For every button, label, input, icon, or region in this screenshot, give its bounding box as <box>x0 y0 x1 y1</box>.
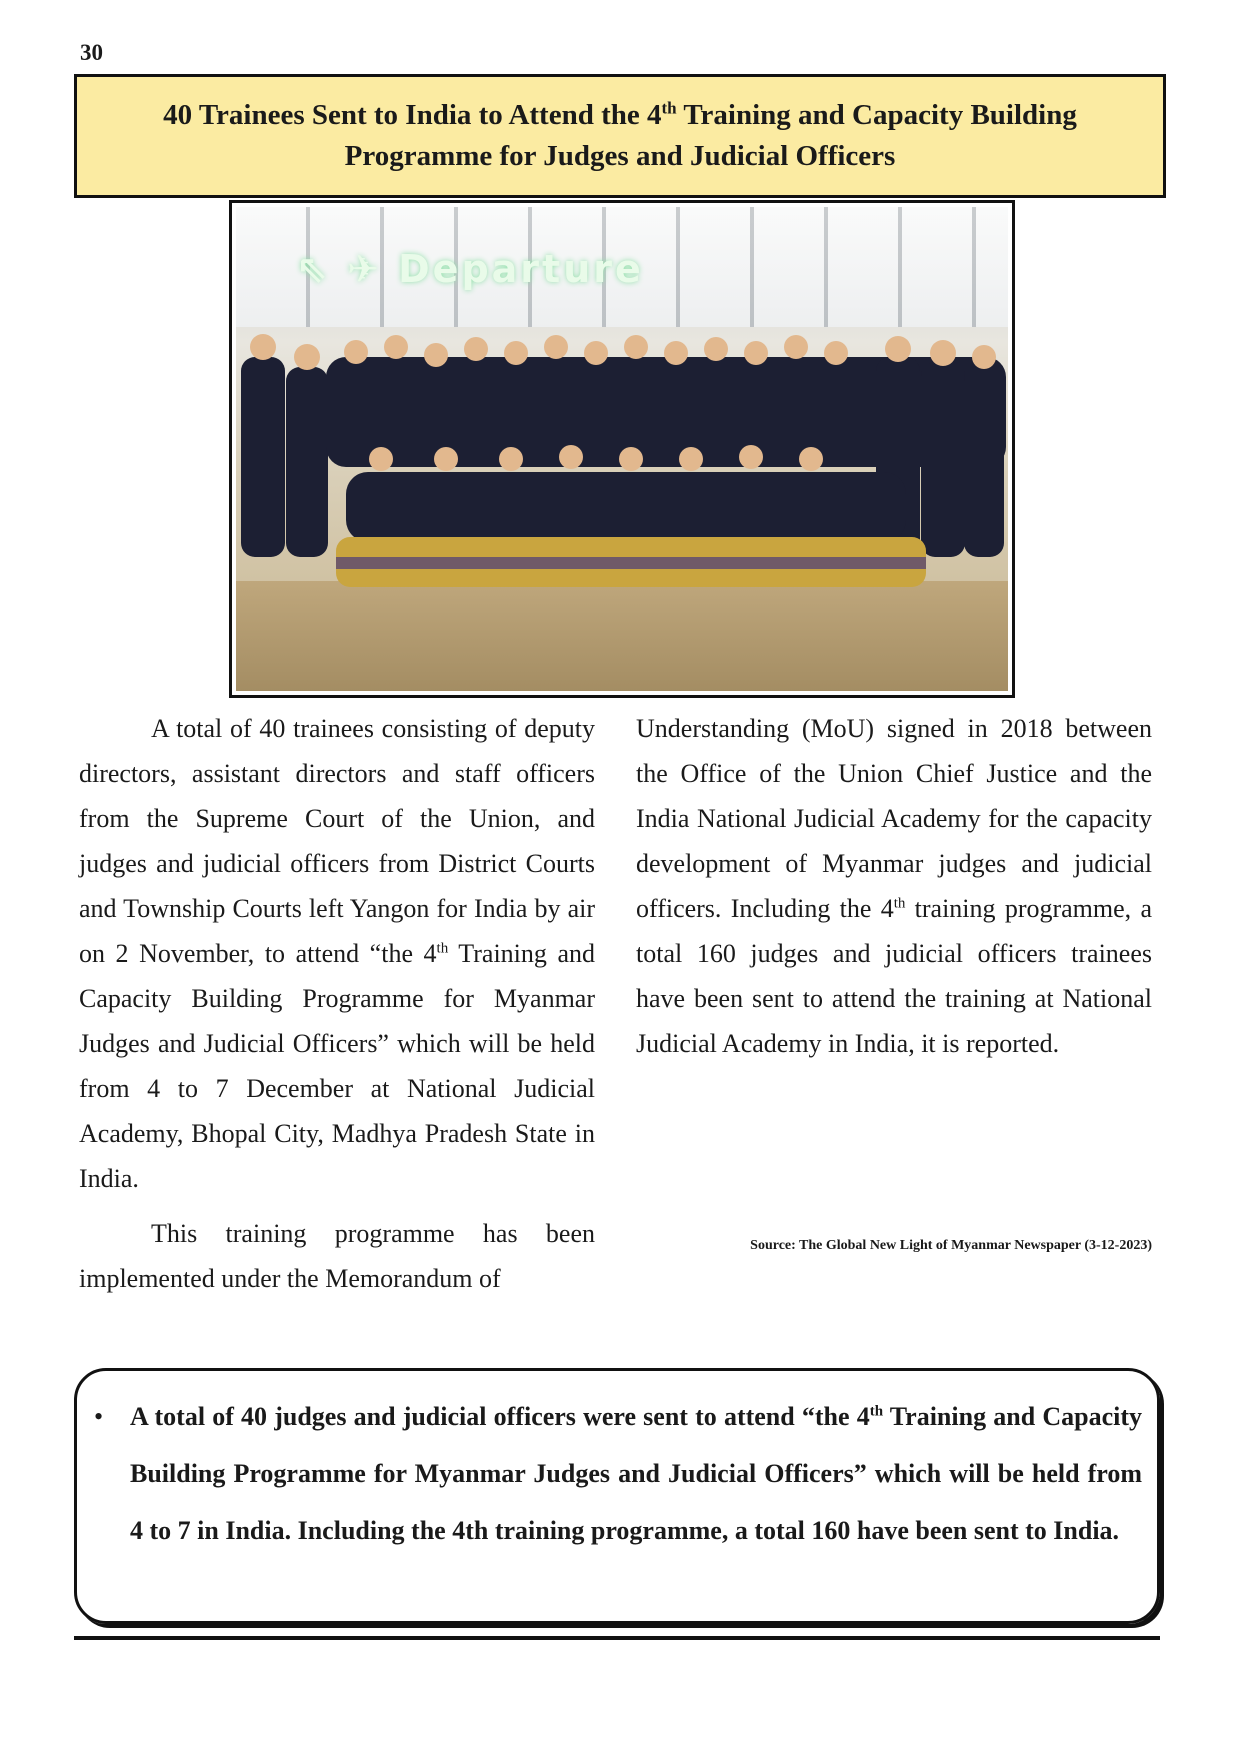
title-line-1 <box>163 95 1077 136</box>
paragraph-3-text-a: Understanding (MoU) signed in 2018 between the Office of the Union Chief Justice and the India National Judicial Academy for the capacity development of Myanmar judges and judicial officers. Including the 4 <box>636 714 1152 923</box>
article-paragraph-1 <box>79 706 595 1201</box>
departure-arrow-icon: ⇖ ✈ <box>296 247 399 291</box>
title-text-a: 40 Trainees Sent to India to Attend the 4 <box>163 99 662 131</box>
summary-text <box>130 1388 1142 1559</box>
title-superscript: th <box>661 98 677 118</box>
article-column-left <box>79 706 595 1301</box>
article-column-right <box>636 706 1152 1066</box>
paragraph-1-superscript: th <box>436 940 449 957</box>
source-credit: Source: The Global New Light of Myanmar Newspaper (3-12-2023) <box>750 1238 1152 1253</box>
paragraph-1-text-b: Training and Capacity Building Programme for Myanmar Judges and Judicial Officers” which will be held from 4 to 7 December at National Judicial Academy, Bhopal City, Madhya Pradesh State in India. <box>79 939 595 1193</box>
page-number: 30 <box>80 40 103 65</box>
summary-text-b: Training and Capacity Building Programme for Myanmar Judges and Judicial Officers” which will be held from 4 to 7 in India. Including the 4th training programme, a total 160 have been sent to India. <box>130 1402 1142 1545</box>
departure-sign-text: Departure <box>398 247 644 291</box>
title-text-b: Training and Capacity Building <box>676 99 1077 131</box>
article-paragraph-2: This training programme has been implemented under the Memorandum of <box>79 1219 595 1293</box>
photo-frame <box>229 200 1015 698</box>
article-paragraph-3 <box>636 706 1152 1066</box>
title-line-2: Programme for Judges and Judicial Officers <box>344 140 896 172</box>
summary-superscript: th <box>869 1403 884 1420</box>
footer-rule <box>74 1636 1160 1640</box>
summary-text-a: A total of 40 judges and judicial officers were sent to attend “the 4 <box>130 1402 870 1431</box>
title-box <box>74 74 1166 198</box>
group-of-people <box>236 207 1008 691</box>
bullet-icon: • <box>94 1402 104 1431</box>
paragraph-3-text-b: training programme, a total 160 judges and judicial officers trainees have been sent to attend the training at National Judicial Academy in India, it is reported. <box>636 894 1152 1058</box>
paragraph-1-text-a: A total of 40 trainees consisting of deputy directors, assistant directors and staff officers from the Supreme Court of the Union, and judges and judicial officers from District Courts and Township Courts left Yangon for India by air on 2 November, to attend “the 4 <box>79 714 595 968</box>
paragraph-3-superscript: th <box>893 895 906 912</box>
group-photo <box>236 207 1008 691</box>
